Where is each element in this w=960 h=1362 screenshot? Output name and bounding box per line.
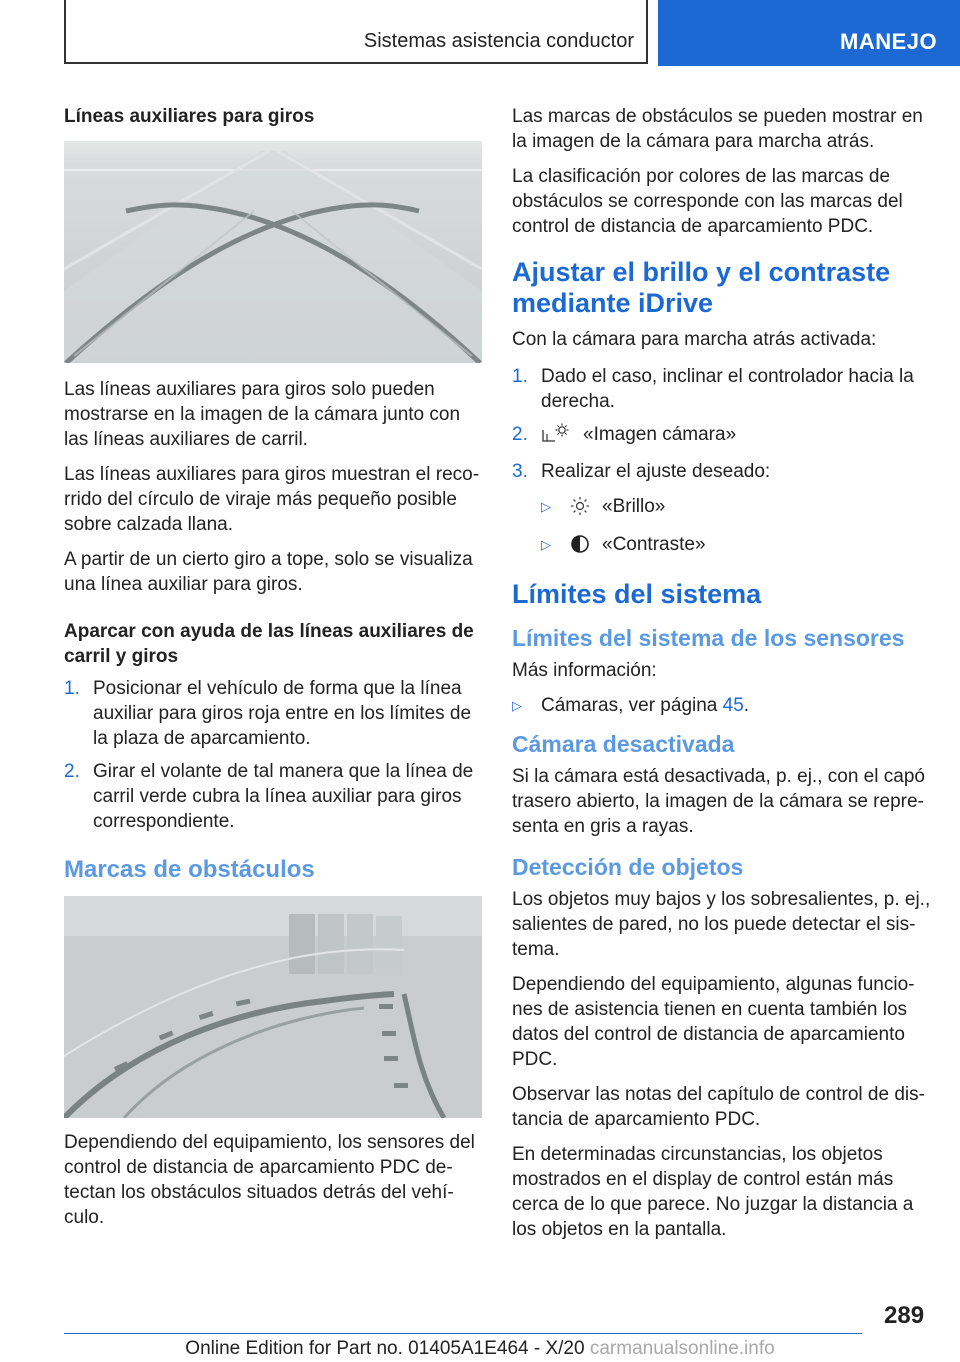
- footer-divider: [64, 1333, 862, 1334]
- cross-reference-end: .: [743, 695, 750, 716]
- edition-text: Online Edition for Part no. 01405A1E464 - X/20: [185, 1338, 585, 1359]
- step-number: 1.: [64, 678, 80, 699]
- bullet-marker: ▷: [541, 499, 551, 514]
- header-section-title: Sistemas asistencia conductor: [363, 30, 634, 52]
- numbered-list: [64, 676, 482, 834]
- bullet-marker: ▷: [541, 537, 551, 552]
- list-item: [512, 693, 932, 718]
- list-item: [512, 459, 932, 484]
- heading-limites-sensores: Límites del sistema de los sensores: [512, 625, 905, 651]
- paragraph: Las marcas de obstáculos se pueden mostrar en la imagen de la cámara para marcha atrás.: [512, 106, 923, 152]
- paragraph: Más información:: [512, 660, 657, 681]
- step-text: «Imagen cámara»: [583, 424, 737, 445]
- left-column: [64, 104, 482, 1240]
- step-number: 2.: [64, 761, 80, 782]
- heading-aparcar: Aparcar con ayuda de las líneas auxiliares de carril y giros: [64, 621, 474, 667]
- heading-brillo-contraste: Ajustar el brillo y el contraste mediante iDrive: [512, 257, 891, 318]
- header-section-box: [64, 0, 648, 64]
- obstacle-marks-image: [64, 896, 482, 1118]
- list-item: [512, 422, 932, 451]
- paragraph: En determinadas circunstancias, los objetos mostrados en el display de control están más cerca de lo que parece. No juzgar la distancia a los objetos en la pantalla.: [512, 1144, 914, 1240]
- bullet-list: [512, 693, 932, 718]
- page-number: 289: [884, 1302, 925, 1329]
- paragraph: A partir de un cierto giro a tope, solo se visualiza una línea auxiliar para giros.: [64, 549, 473, 595]
- step-number: 3.: [512, 461, 528, 482]
- list-item: [512, 494, 932, 523]
- heading-marcas: Marcas de obstáculos: [64, 856, 315, 883]
- step-text: Girar el volante de tal manera que la línea de carril verde cubra la línea auxiliar para giros correspondiente.: [93, 761, 474, 832]
- list-item: [512, 532, 932, 561]
- heading-lineas-giros: Líneas auxiliares para giros: [64, 106, 315, 127]
- heading-deteccion-objetos: Detección de objetos: [512, 854, 744, 880]
- contrast-icon: [570, 534, 590, 561]
- step-text: Realizar el ajuste deseado:: [541, 461, 771, 482]
- paragraph: Dependiendo del equipamiento, algunas funciones de asistencia tienen en cuenta también los datos del control de distancia de aparcamiento PDC.: [512, 974, 915, 1070]
- heading-camara-desactivada: Cámara desactivada: [512, 731, 735, 757]
- list-item: [64, 676, 482, 751]
- heading-limites: Límites del sistema: [512, 579, 762, 609]
- paragraph: Dependiendo del equipamiento, los sensores del control de distancia de aparcamiento PDC detectan los obstáculos situados detrás del vehículo.: [64, 1132, 475, 1228]
- numbered-list: [512, 364, 932, 484]
- header-chapter-tab: [658, 0, 960, 66]
- list-item: [64, 759, 482, 834]
- paragraph: Las líneas auxiliares para giros solo pueden mostrarse en la imagen de la cámara junto con las líneas auxiliares de carril.: [64, 379, 461, 450]
- paragraph: Las líneas auxiliares para giros muestran el recorrido del círculo de viraje más pequeño posible sobre calzada llana.: [64, 464, 480, 535]
- sub-bullet-list: [512, 494, 932, 561]
- camera-settings-icon: [541, 422, 571, 451]
- bullet-marker: ▷: [512, 698, 522, 713]
- step-number: 1.: [512, 366, 528, 387]
- option-text: «Brillo»: [602, 496, 666, 517]
- watermark: carmanualsonline.info: [589, 1338, 775, 1359]
- step-number: 2.: [512, 424, 528, 445]
- cross-reference-text: Cámaras, ver página: [541, 695, 723, 716]
- paragraph: Si la cámara está desactivada, p. ej., con el capó trasero abierto, la imagen de la cámara se representa en gris a rayas.: [512, 766, 925, 837]
- turn-guide-lines-image: [64, 141, 482, 363]
- footer: [0, 1338, 960, 1360]
- list-item: [512, 364, 932, 414]
- header-chapter-title: MANEJO: [840, 29, 938, 54]
- paragraph: Con la cámara para marcha atrás activada:: [512, 329, 877, 350]
- brightness-icon: [570, 496, 590, 523]
- option-text: «Contraste»: [602, 534, 706, 555]
- right-column: [512, 104, 932, 1252]
- paragraph: Los objetos muy bajos y los sobresalientes, p. ej., salientes de pared, no los puede detectar el sistema.: [512, 889, 931, 960]
- paragraph: Observar las notas del capítulo de control de distancia de aparcamiento PDC.: [512, 1084, 925, 1130]
- page-link[interactable]: 45: [722, 695, 744, 716]
- paragraph: La clasificación por colores de las marcas de obstáculos se corresponde con las marcas del control de distancia de aparcamiento PDC.: [512, 166, 903, 237]
- step-text: Dado el caso, inclinar el controlador hacia la derecha.: [541, 366, 914, 412]
- step-text: Posicionar el vehículo de forma que la línea auxiliar para giros roja entre en los límites de la plaza de aparcamiento.: [93, 678, 472, 749]
